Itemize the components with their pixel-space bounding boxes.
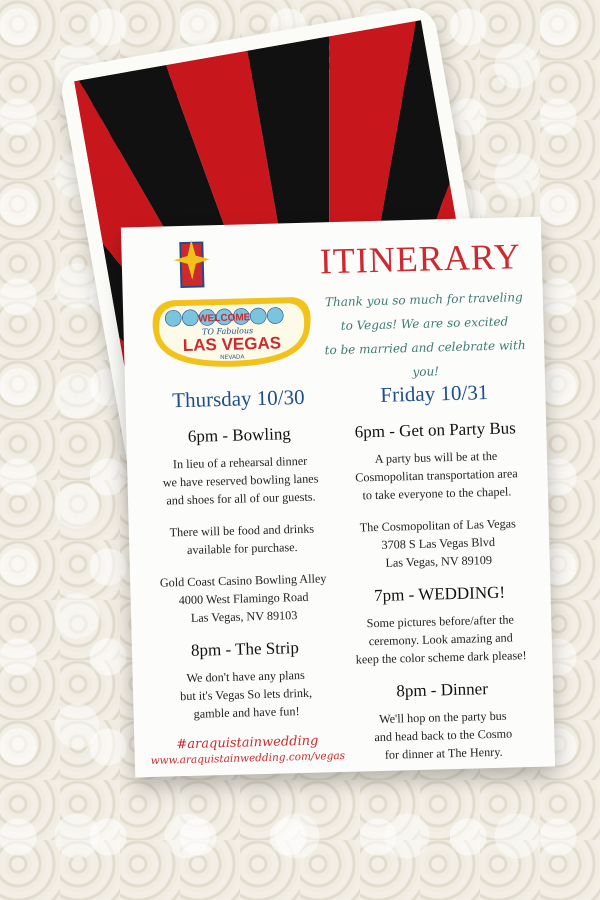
dinner-title: 8pm - Dinner (396, 679, 489, 701)
wedding-description (341, 610, 540, 669)
welcome-las-vegas-sign-logo (141, 234, 320, 389)
thanks-line: to Vegas! We are so excited (340, 314, 509, 333)
text-line: and shoes for all of our guests. (166, 489, 316, 508)
logo-fabulous-text: TO Fabulous (201, 326, 254, 337)
wedding-title: 7pm - WEDDING! (373, 582, 506, 606)
text-line: Gold Coast Casino Bowling Alley (159, 571, 327, 590)
text-line: There will be food and drinks (169, 521, 315, 540)
text-line: available for purchase. (186, 540, 298, 557)
itinerary-card (121, 217, 555, 778)
text-line: Cosmopolitan transportation area (355, 466, 518, 485)
logo-nevada-text: NEVADA (220, 354, 245, 362)
party-bus-title: 6pm - Get on Party Bus (354, 418, 517, 442)
thank-you-message (313, 285, 537, 387)
text-line: Las Vegas, NV 89103 (190, 608, 298, 625)
thursday-heading: Thursday 10/30 (171, 384, 305, 413)
text-line: In lieu of a rehearsal dinner (172, 453, 308, 472)
logo-welcome-text: WELCOME (198, 312, 251, 325)
thanks-line: Thank you so much for traveling (324, 290, 523, 310)
text-line: A party bus will be at the (374, 448, 498, 467)
text-line: We'll hop on the party bus (378, 708, 507, 726)
text-line: The Cosmopolitan of Las Vegas (359, 516, 517, 535)
dinner-description (344, 706, 543, 765)
text-line: ceremony. Look amazing and (368, 630, 513, 649)
logo-las-vegas-text: LAS VEGAS (182, 333, 282, 356)
wedding-website-url: www.araquistainwedding.com/vegas (150, 749, 346, 767)
bowling-title: 6pm - Bowling (187, 424, 292, 446)
text-line: 4000 West Flamingo Road (178, 589, 309, 608)
text-line: Some pictures before/after the (366, 612, 515, 631)
food-drinks-note (143, 519, 342, 560)
text-line: for dinner at The Henry. (384, 744, 503, 762)
thursday-column (139, 384, 347, 767)
strip-description (146, 665, 345, 724)
wedding-hashtag: #araquistainwedding (176, 733, 319, 753)
friday-heading: Friday 10/31 (380, 380, 489, 407)
text-line: we have reserved bowling lanes (162, 471, 319, 490)
text-line: We don't have any plans (186, 667, 305, 686)
text-line: and head back to the Cosmo (374, 726, 513, 745)
itinerary-title: ITINERARY (319, 236, 522, 282)
thanks-line: to be married and celebrate with you! (324, 338, 526, 380)
text-line: but it's Vegas So lets drink, (179, 685, 313, 704)
text-line: Las Vegas, NV 89109 (385, 552, 493, 570)
bowling-address (144, 569, 343, 628)
text-line: keep the color scheme dark please! (355, 648, 527, 667)
text-line: 3708 S Las Vegas Blvd (381, 534, 496, 552)
party-bus-description (337, 446, 536, 505)
text-line: gamble and have fun! (193, 704, 300, 721)
friday-column (335, 379, 543, 779)
cosmopolitan-address (339, 514, 538, 573)
bowling-description (141, 451, 340, 510)
strip-title: 8pm - The Strip (190, 638, 300, 660)
text-line: to take everyone to the chapel. (362, 484, 512, 503)
